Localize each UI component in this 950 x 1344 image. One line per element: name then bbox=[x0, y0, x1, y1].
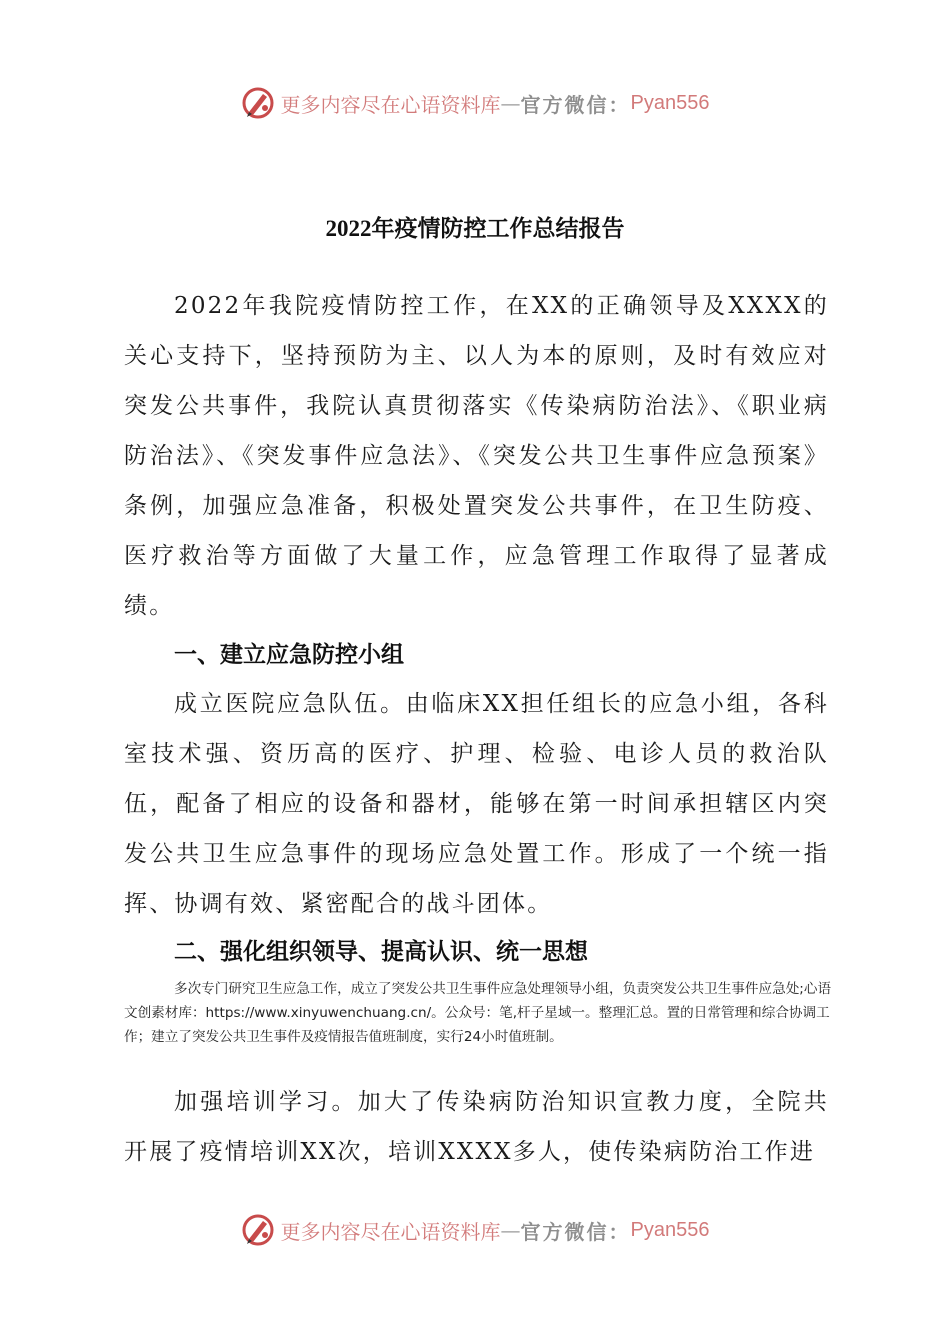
pen-logo-icon bbox=[241, 1213, 275, 1247]
footer-watermark bbox=[0, 1205, 950, 1255]
section-1-paragraph: 成立医院应急队伍。由临床XX担任组长的应急小组，各科室技术强、资历高的医疗、护理、检验、电诊人员的救治队伍，配备了相应的设备和器材，能够在第一时间承担辖区内突发公共卫生应急事件的现场应急处置工作。形成了一个统一指挥、协调有效、紧密配合的战斗团体。 bbox=[124, 691, 829, 917]
banner-wechat-label: 官方微信： bbox=[520, 92, 631, 117]
banner-separator: — bbox=[500, 1218, 521, 1242]
banner-handle: Pyan556 bbox=[630, 91, 710, 114]
document-title: 2022年疫情防控工作总结报告 bbox=[325, 216, 625, 241]
section-2-small-paragraph: 多次专门研究卫生应急工作，成立了突发公共卫生事件应急处理领导小组，负责突发公共卫生事件应急处;心语文创素材库：https://www.xinyuwenchuang.cn/。公众号：笔,杆子星域一。整理汇总。置的日常管理和综合协调工作；建立了突发公共卫生事件及疫情报告值班制度，实行24小时值班制。 bbox=[124, 981, 832, 1045]
banner-separator: — bbox=[500, 91, 521, 115]
pen-logo-icon bbox=[241, 86, 275, 120]
header-watermark bbox=[0, 78, 950, 128]
banner-slogan: 更多内容尽在心语资料库 bbox=[280, 1219, 501, 1244]
banner-handle: Pyan556 bbox=[630, 1218, 710, 1241]
banner-slogan: 更多内容尽在心语资料库 bbox=[280, 92, 501, 117]
section-heading-1: 一、建立应急防控小组 bbox=[174, 642, 404, 668]
section-heading-2: 二、强化组织领导、提高认识、统一思想 bbox=[174, 939, 588, 965]
banner-wechat-label: 官方微信： bbox=[520, 1219, 631, 1244]
intro-paragraph: 2022年我院疫情防控工作，在XX的正确领导及XXXX的关心支持下，坚持预防为主、以人为本的原则，及时有效应对突发公共事件，我院认真贯彻落实《传染病防治法》、《职业病防治法》、《突发事件应急法》、《突发公共卫生事件应急预案》条例，加强应急准备，积极处置突发公共事件，在卫生防疫、医疗救治等方面做了大量工作，应急管理工作取得了显著成绩。 bbox=[124, 293, 829, 619]
section-2-paragraph: 加强培训学习。加大了传染病防治知识宣教力度，全院共开展了疫情培训XX次，培训XXXX多人，使传染病防治工作进 bbox=[124, 1089, 829, 1165]
